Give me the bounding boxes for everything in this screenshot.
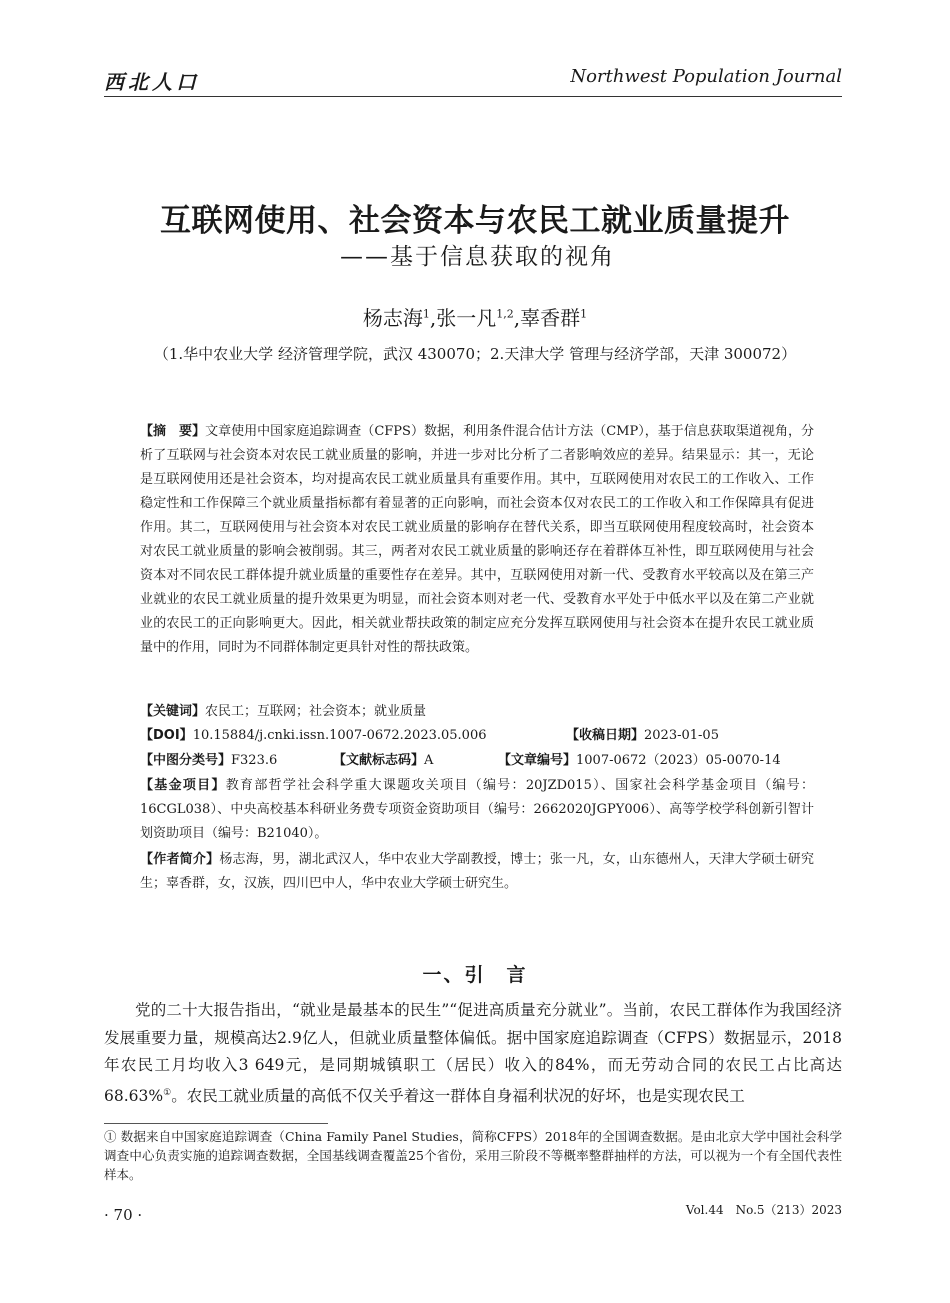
abstract <box>140 420 814 660</box>
doi-label: 【DOI】 <box>140 728 193 743</box>
article-number <box>498 749 781 773</box>
header-rule <box>104 96 842 97</box>
body-text-continued: 。农民工就业质量的高低不仅关乎着这一群体自身福利状况的好坏，也是实现农民工 <box>171 1086 745 1105</box>
author-name: 张一凡 <box>436 306 497 330</box>
doi-text: 10.15884/j.cnki.issn.1007-0672.2023.05.006 <box>192 728 487 743</box>
article-no-label: 【文章编号】 <box>498 753 577 768</box>
paper-subtitle: ——基于信息获取的视角 <box>340 244 615 270</box>
doc-code-label: 【文献标志码】 <box>333 753 425 768</box>
page-number: · 70 · <box>104 1206 143 1224</box>
footnote: ① 数据来自中国家庭追踪调查（China Family Panel Studies，简称CFPS）2018年的全国调查数据。是由北京大学中国社会科学调查中心负责实施的追踪调查数据，全国基线调查覆盖25个省份，采用三阶段不等概率整群抽样的方法，可以视为一个有全国代表性样本。 <box>104 1129 842 1182</box>
bio-text: 杨志海，男，湖北武汉人，华中农业大学副教授，博士；张一凡，女，山东德州人，天津大学硕士研究生；辜香群，女，汉族，四川巴中人，华中农业大学硕士研究生。 <box>140 852 814 891</box>
author-affil-mark: 1 <box>422 307 430 321</box>
author-separator: , <box>429 306 437 330</box>
author-bio <box>140 848 814 896</box>
journal-logo: 西北人口 <box>104 70 200 94</box>
keywords <box>140 700 426 724</box>
abstract-label: 【摘 要】 <box>140 424 206 439</box>
author-affil-mark: 1,2 <box>496 307 514 321</box>
doi <box>140 724 486 748</box>
document-code <box>333 749 433 773</box>
received-label: 【收稿日期】 <box>566 728 645 743</box>
abstract-text: 文章使用中国家庭追踪调查（CFPS）数据，利用条件混合估计方法（CMP），基于信息获取渠道视角，分析了互联网与社会资本对农民工就业质量的影响，并进一步对比分析了二者影响效应的差异。结果显示：其一，无论是互联网使用还是社会资本，均对提高农民工就业质量具有重要作用。其中，互联网使用对农民工的工作收入、工作稳定性和工作保障三个就业质量指标都有着显著的正向影响，而社会资本仅对农民工的工作收入和工作保障具有促进作用。其二，互联网使用与社会资本对农民工就业质量的影响存在替代关系，即当互联网使用程度较高时，社会资本对农民工就业质量的影响会被削弱。其三，两者对农民工就业质量的影响还存在着群体互补性，即互联网使用与社会资本对不同农民工群体提升就业质量的重要性存在差异。其中，互联网使用对新一代、受教育水平较高以及在第三产业就业的农民工就业质量的提升效果更为明显，而社会资本则对老一代、受教育水平处于中低水平以及在第二产业就业的农民工的正向影响更大。因此，相关就业帮扶政策的制定应充分发挥互联网使用与社会资本在提升农民工就业质量中的作用，同时为不同群体制定更具针对性的帮扶政策。 <box>140 424 814 655</box>
fund-info <box>140 774 814 846</box>
clc-text: F323.6 <box>231 753 278 768</box>
author-name: 杨志海 <box>362 306 423 330</box>
body-text: 党的二十大报告指出，“就业是最基本的民生”“促进高质量充分就业”。当前，农民工群体作为我国经济发展重要力量，规模高达2.9亿人，但就业质量整体偏低。据中国家庭追踪调查（CFPS）数据显示，2018年农民工月均收入3 649元，是同期城镇职工（居民）收入的84%，而无劳动合同的农民工占比高达68.63% <box>104 1001 842 1105</box>
fund-text: 教育部哲学社会科学重大课题攻关项目（编号：20JZD015）、国家社会科学基金项目（编号：16CGL038）、中央高校基本科研业务费专项资金资助项目（编号：2662020JGPY006）、高等学校学科创新引智计划资助项目（编号：B21040）。 <box>140 778 814 841</box>
author-name: 辜香群 <box>520 306 581 330</box>
author-list <box>0 302 950 331</box>
paper-title: 互联网使用、社会资本与农民工就业质量提升 <box>160 203 790 239</box>
received-date <box>566 724 719 748</box>
footnote-mark[interactable]: ① <box>163 1087 172 1098</box>
clc-label: 【中图分类号】 <box>140 753 232 768</box>
volume-info: Vol.44 No.5（213）2023 <box>685 1203 842 1217</box>
received-text: 2023-01-05 <box>644 728 719 743</box>
doc-code-text: A <box>424 753 434 768</box>
affiliations: （1.华中农业大学 经济管理学院，武汉 430070；2.天津大学 管理与经济学部，天津 300072） <box>153 345 797 363</box>
section-heading: 一、引 言 <box>422 964 528 986</box>
bio-label: 【作者简介】 <box>140 852 220 867</box>
keywords-text: 农民工；互联网；社会资本；就业质量 <box>205 704 427 719</box>
article-no-text: 1007-0672（2023）05-0070-14 <box>576 753 781 768</box>
keywords-label: 【关键词】 <box>140 704 206 719</box>
footnote-rule <box>104 1123 328 1124</box>
body-paragraph <box>104 997 842 1110</box>
author-affil-mark: 1 <box>580 307 588 321</box>
journal-name-en: Northwest Population Journal <box>570 66 842 87</box>
author-separator: , <box>513 306 521 330</box>
fund-label: 【基金项目】 <box>140 778 226 793</box>
clc-number <box>140 749 277 773</box>
